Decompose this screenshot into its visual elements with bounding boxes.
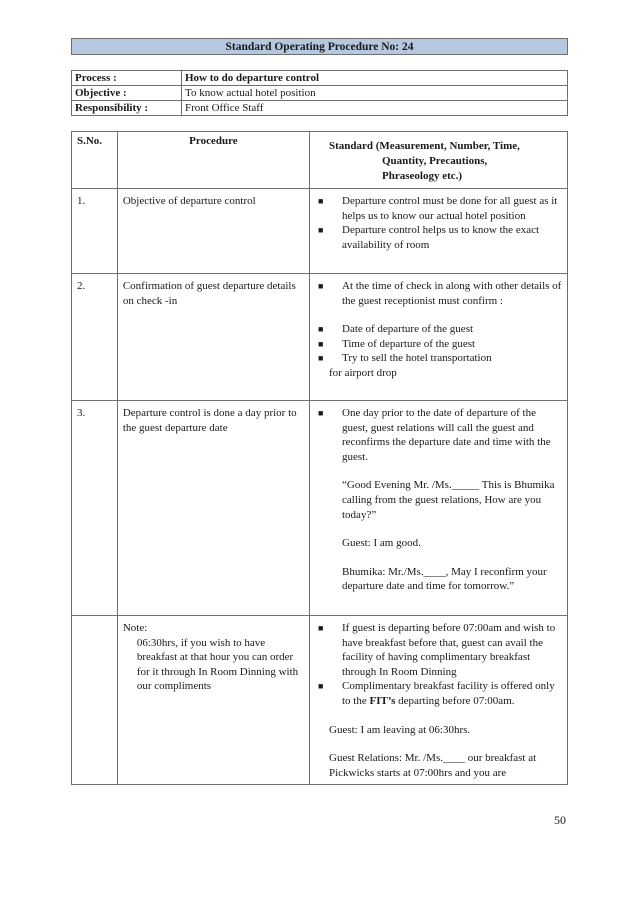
- list-item: ■ One day prior to the date of departure of the guest, guest relations will call the guest and reconfirms the departure date and time with the guest.: [318, 407, 551, 463]
- bullet-icon: ■: [318, 353, 324, 364]
- sop-title: Standard Operating Procedure No: 24: [71, 38, 568, 55]
- header-standard-line: Phraseology etc.): [382, 170, 463, 182]
- list-item: ■ Departure control helps us to know the exact availability of room: [318, 224, 540, 251]
- bullet-icon: ■: [318, 324, 324, 335]
- dialogue-line: Guest: I am good.: [342, 537, 421, 550]
- list-item: ■ Departure control must be done for all guest as it helps us to know our actual hotel position: [318, 195, 558, 222]
- row-procedure: Objective of departure control: [122, 195, 256, 207]
- dialogue-line: Guest Relations: Mr. /Ms.____ our breakfast at Pickwicks starts at 07:00hrs and you are: [329, 752, 537, 779]
- bullet-icon: ■: [318, 338, 324, 349]
- meta-key: Process :: [72, 71, 182, 86]
- note-label: Note:: [122, 622, 148, 634]
- bullet-icon: ■: [318, 281, 324, 291]
- note-text: 06:30hrs, if you wish to have breakfast at that hour you can order for it through In Room Dinning with our compliments: [136, 636, 299, 693]
- bullet-icon: ■: [318, 408, 324, 418]
- row-procedure: Confirmation of guest departure details on check -in: [122, 280, 296, 307]
- procedure-table: [71, 131, 568, 785]
- header-standard: [310, 132, 567, 188]
- standard-sublist: [315, 322, 562, 366]
- list-item: ■ If guest is departing before 07:00am and wish to have breakfast before that, guest can avail the facility of having complimentary breakfast through In Room Dinning: [318, 622, 556, 678]
- standard-list: [315, 406, 562, 464]
- dialogue-line: Guest: I am leaving at 06:30hrs.: [329, 723, 471, 736]
- table-row: [72, 616, 568, 785]
- bullet-icon: ■: [318, 681, 324, 692]
- row-sno: 1.: [77, 195, 86, 207]
- meta-row-responsibility: [72, 101, 568, 116]
- list-item: ■ Complimentary breakfast facility is offered only to the FIT’s departing before 07:00am.: [318, 680, 555, 707]
- header-standard-line: Quantity, Precautions,: [382, 155, 488, 167]
- table-row: [72, 401, 568, 616]
- standard-list: [315, 279, 562, 308]
- list-item: ■ Time of departure of the guest: [318, 337, 476, 350]
- list-continuation: for airport drop: [329, 366, 397, 379]
- meta-value: Front Office Staff: [182, 101, 568, 116]
- dialogue-line: Bhumika: Mr./Ms.____, May I reconfirm your departure date and time for tomorrow.”: [342, 565, 547, 593]
- meta-key: Objective :: [72, 86, 182, 101]
- list-item: ■ Try to sell the hotel transportation: [318, 352, 492, 365]
- meta-value: How to do departure control: [182, 71, 568, 86]
- standard-list: [315, 194, 562, 252]
- bullet-icon: ■: [318, 196, 324, 206]
- table-row: [72, 189, 568, 274]
- meta-key: Responsibility :: [72, 101, 182, 116]
- list-item: ■ At the time of check in along with other details of the guest receptionist must confirm :: [318, 280, 562, 307]
- header-standard-line: Standard (Measurement, Number, Time,: [329, 140, 520, 152]
- header-sno: S.No.: [77, 135, 103, 147]
- fit-emphasis: FIT’s: [369, 694, 396, 707]
- row-procedure: Departure control is done a day prior to the guest departure date: [122, 407, 297, 434]
- page-number: 50: [554, 813, 566, 827]
- meta-value: To know actual hotel position: [182, 86, 568, 101]
- meta-row-process: [72, 71, 568, 86]
- meta-row-objective: [72, 86, 568, 101]
- bullet-icon: ■: [318, 623, 324, 633]
- standard-list: [315, 621, 562, 709]
- row-sno: [72, 616, 117, 625]
- row-sno: 2.: [77, 280, 86, 292]
- meta-table: [71, 70, 568, 116]
- row-sno: 3.: [77, 407, 86, 419]
- bullet-icon: ■: [318, 225, 324, 236]
- header-row: [72, 132, 568, 189]
- dialogue-line: “Good Evening Mr. /Ms._____ This is Bhumika calling from the guest relations, How are you today?”: [342, 479, 555, 521]
- table-row: [72, 274, 568, 401]
- list-item: ■ Date of departure of the guest: [318, 323, 474, 336]
- header-procedure: Procedure: [189, 135, 238, 147]
